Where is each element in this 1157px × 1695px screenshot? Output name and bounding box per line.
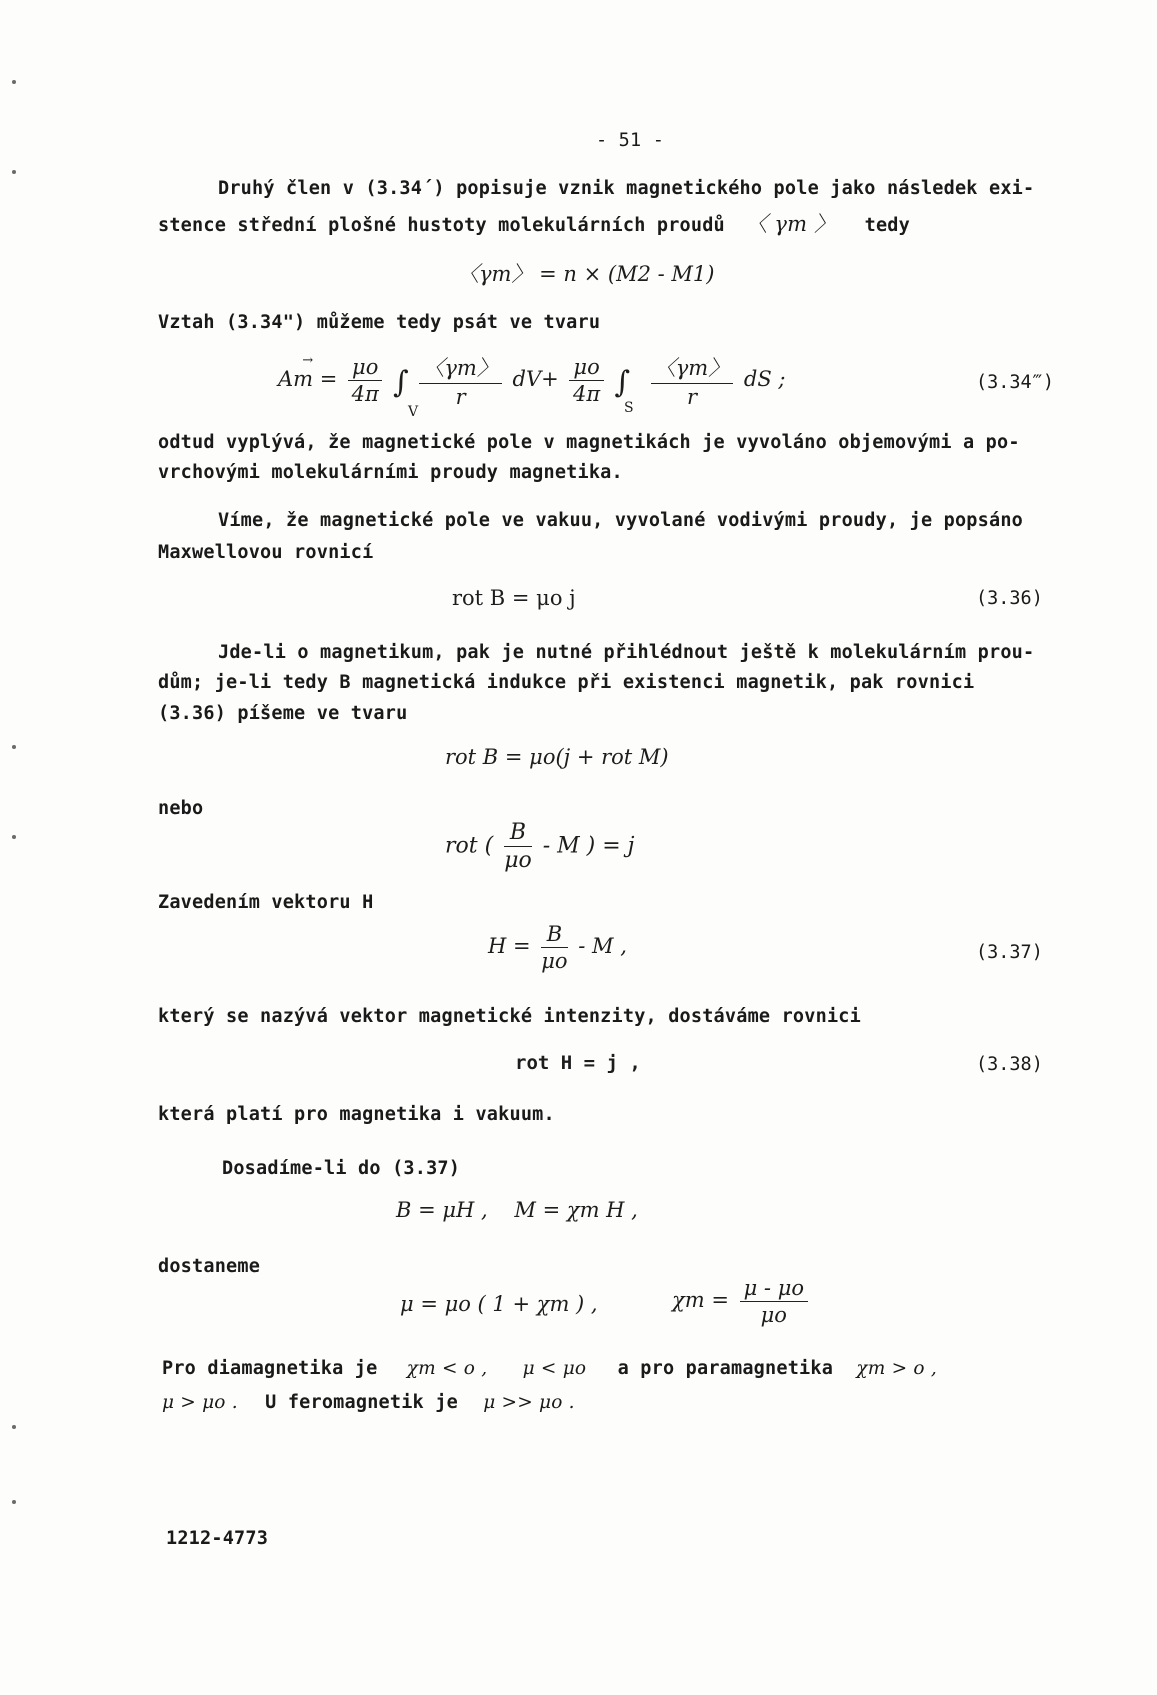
math-inline: χm > o ,: [856, 1358, 937, 1379]
text-span: U feromagnetik je: [265, 1392, 458, 1413]
equation-number: (3.34‴): [976, 372, 1054, 393]
equation-number: (3.36): [976, 588, 1043, 609]
integral-limit-volume: V: [408, 404, 419, 420]
margin-mark: [12, 170, 16, 174]
fraction-denominator: r: [455, 385, 466, 409]
fraction-denominator: μo: [760, 1303, 787, 1327]
fraction: [740, 1276, 808, 1327]
fraction-numerator: μ - μo: [740, 1276, 808, 1302]
paragraph-line: Vztah (3.34") můžeme tedy psát ve tvaru: [158, 312, 601, 333]
margin-mark: [12, 1500, 16, 1504]
equation-rot-h: rot H = j ,: [515, 1052, 641, 1074]
equation-vector-potential: [278, 352, 785, 409]
paragraph-line: [162, 1392, 575, 1413]
equation-surface-current: 〈γm〉 = n × (M2 - M1): [458, 262, 715, 286]
text-span: a pro paramagnetika: [617, 1358, 834, 1379]
text-span: - M ) = j: [542, 833, 635, 859]
differential-volume: dV+: [512, 367, 559, 391]
differential-surface: dS ;: [743, 367, 786, 391]
paragraph-line: Dosadíme-li do (3.37): [222, 1158, 461, 1179]
math-inline: χm < o ,: [406, 1358, 488, 1379]
paragraph-line: která platí pro magnetika i vakuum.: [158, 1104, 555, 1125]
vector-a-symbol: → Am =: [278, 367, 337, 391]
fraction-denominator: 4π: [572, 382, 601, 406]
paragraph-line: který se nazývá vektor magnetické intenzity, dostáváme rovnici: [158, 1006, 861, 1027]
fraction-numerator: 〈γm〉: [419, 352, 501, 384]
fraction-denominator: 4π: [351, 382, 379, 406]
fraction-denominator: r: [686, 385, 697, 409]
text-span: - M ,: [578, 934, 627, 958]
fraction-denominator: μo: [504, 848, 532, 873]
fraction-numerator: B: [504, 820, 532, 847]
paragraph-line: nebo: [158, 798, 204, 819]
integral-sign: ∫: [614, 365, 631, 400]
page-number: - 51 -: [596, 130, 665, 151]
paragraph-line: dostaneme: [158, 1256, 261, 1277]
text-span: tedy: [864, 215, 910, 236]
paragraph-line: odtud vyplývá, že magnetické pole v magnetikách je vyvoláno objemovými a po-: [158, 432, 1020, 453]
margin-mark: [12, 835, 16, 839]
equation-rot-h-form: [445, 820, 635, 873]
fraction: [348, 355, 382, 406]
text-span: χm =: [672, 1288, 729, 1312]
paragraph-line: (3.36) píšeme ve tvaru: [158, 703, 408, 724]
fraction: [504, 820, 532, 873]
paragraph-line: [162, 1358, 937, 1379]
math-inline: μ < μo: [522, 1358, 587, 1379]
text-span: stence střední plošné hustoty molekulárních proudů: [158, 215, 725, 236]
paragraph-line: vrchovými molekulárními proudy magnetika.: [158, 462, 623, 483]
equation-number: (3.38): [976, 1054, 1043, 1075]
text-span: H =: [488, 934, 531, 958]
paragraph-line: Zavedením vektoru H: [158, 892, 374, 913]
footer-code: 1212-4773: [166, 1528, 269, 1549]
math-inline: μ >> μo .: [483, 1392, 575, 1413]
molecular-current-symbol: 〈 γm 〉: [746, 212, 836, 236]
paragraph-line: [158, 208, 910, 238]
paragraph-line: Jde-li o magnetikum, pak je nutné přihlédnout ještě k molekulárním prou-: [218, 642, 1035, 663]
fraction: [419, 352, 501, 409]
fraction-numerator: μo: [569, 355, 603, 381]
margin-mark: [12, 745, 16, 749]
fraction-numerator: 〈γm〉: [651, 352, 733, 384]
math-inline: μ > μo .: [162, 1392, 238, 1413]
paragraph-line: Víme, že magnetické pole ve vakuu, vyvolané vodivými proudy, je popsáno: [218, 510, 1023, 531]
margin-mark: [12, 80, 16, 84]
fraction: [651, 352, 733, 409]
fraction: [569, 355, 603, 406]
fraction: [541, 922, 567, 973]
text-span: Pro diamagnetika je: [162, 1358, 378, 1379]
equation-permeability: μ = μo ( 1 + χm ) ,: [400, 1292, 598, 1316]
fraction-numerator: μo: [348, 355, 382, 381]
equation-number: (3.37): [976, 942, 1043, 963]
text-span: rot (: [445, 833, 494, 859]
integral-sign: ∫: [393, 365, 409, 400]
equation-h-definition: [488, 922, 627, 973]
paragraph-line: Druhý člen v (3.34´) popisuje vznik magnetického pole jako následek exi-: [218, 178, 1035, 199]
paragraph-line: dům; je-li tedy B magnetická indukce při existenci magnetik, pak rovnici: [158, 672, 975, 693]
equation-susceptibility: [672, 1276, 812, 1327]
equation-rot-b: rot B = μo(j + rot M): [445, 745, 669, 769]
equation-maxwell: rot B = μo j: [452, 586, 576, 610]
margin-mark: [12, 1425, 16, 1429]
fraction-denominator: μo: [541, 949, 568, 973]
paragraph-line: Maxwellovou rovnicí: [158, 542, 374, 563]
fraction-numerator: B: [541, 922, 567, 948]
equation-constitutive: B = μH , M = χm H ,: [396, 1198, 638, 1222]
integral-limit-surface: S: [624, 400, 634, 416]
